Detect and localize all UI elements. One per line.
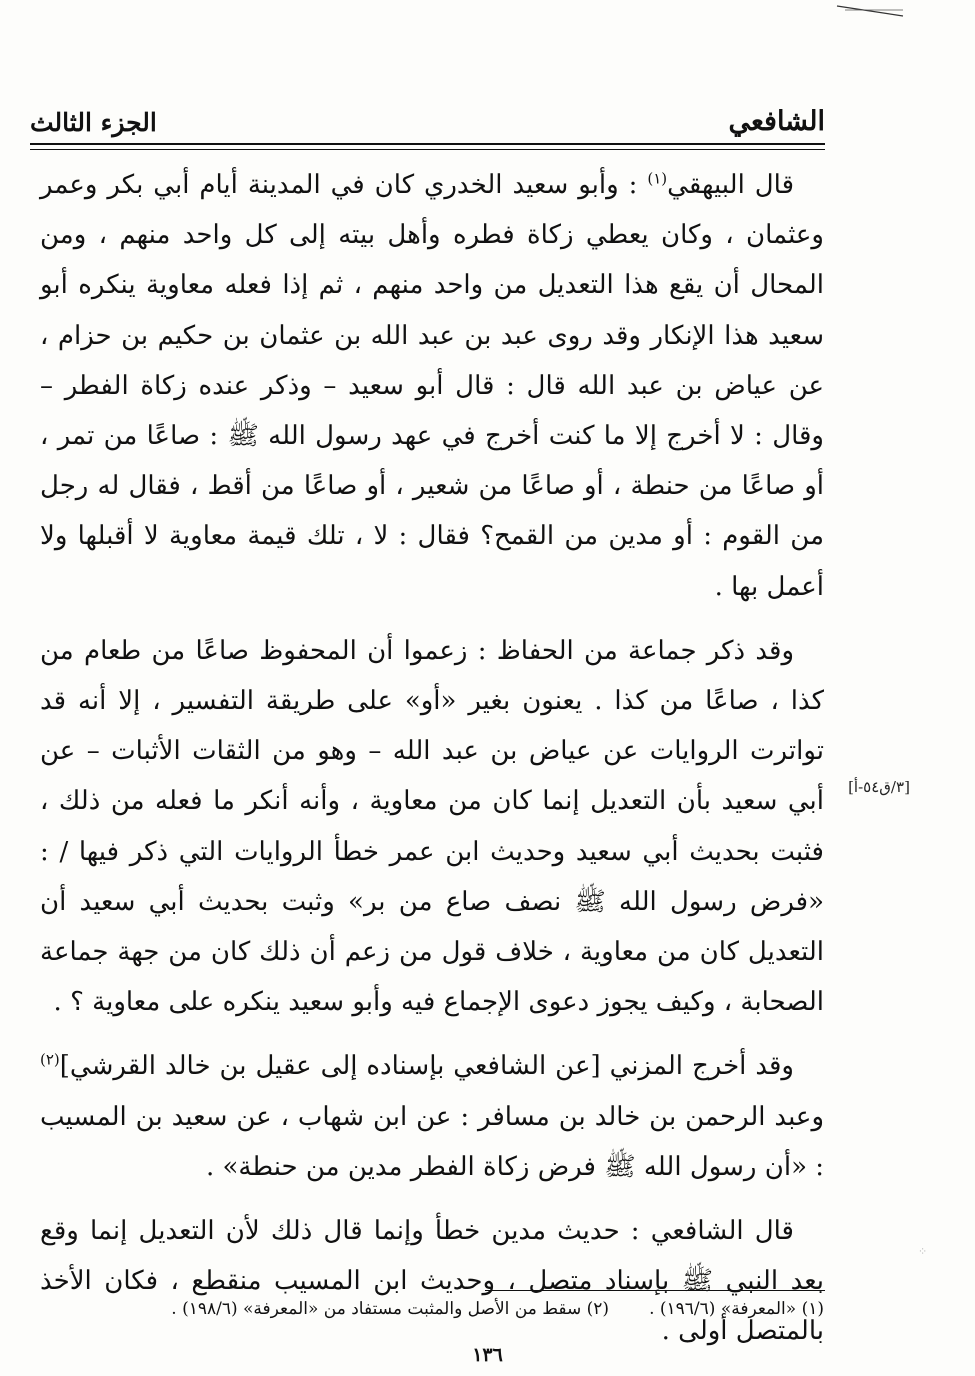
header-rule-thin: [30, 149, 825, 150]
paragraph-2: وقد ذكر جماعة من الحفاظ : زعموا أن المحفوظ صاعًا من طعام من كذا ، صاعًا من كذا . يعنون بغير «أو» على طريقة التفسير ، إلا أنه قد تواترت الروايات عن عياض بن عبد الله – وهو من الثقات الأثبات – عن أبي سعيد بأن التعديل إنما كان من معاوية ، وأنه أنكر ما فعله من ذلك ، فثبت بحديث أبي سعيد وحديث ابن عمر خطأ الروايات التي ذكر فيها / : «فرض رسول الله ﷺ نصف صاع من بر» وثبت بحديث أبي سعيد أن التعديل كان من معاوية ، خلاف قول من زعم أن ذلك كان من جهة جماعة الصحابة ، وكيف يجوز دعوى الإجماع فيه وأبو سعيد ينكره على معاوية ؟ .: [40, 635, 824, 1018]
corner-scan-mark: [835, 2, 905, 20]
page-number: ١٣٦: [472, 1344, 503, 1366]
main-text: [40, 160, 824, 1357]
footnote-1: (١) «المعرفة» (١٩٦/٦) .: [649, 1299, 824, 1319]
book-title: الشافعي: [728, 106, 825, 137]
footnote-ref-2[interactable]: (٢): [40, 1050, 60, 1069]
footnotes: [40, 1296, 824, 1322]
paper-speck: ⁘: [918, 1245, 928, 1258]
manuscript-folio-note: [٣/ق٥٤-أ]: [848, 778, 910, 796]
footnote-separator: [485, 1290, 825, 1291]
paragraph-4: قال الشافعي : حديث مدين خطأ وإنما قال ذلك لأن التعديل إنما وقع بعد النبي ﷺ بإسناد متصل ، وحديث ابن المسيب منقطع ، فكان الأخذ بالمتصل أولى .: [40, 1216, 824, 1347]
footnote-2: (٢) سقط من الأصل والمثبت مستفاد من «المعرفة» (١٩٨/٦) .: [171, 1299, 610, 1319]
header-rule-thick: [30, 143, 825, 145]
paragraph-3: وقد أخرج المزني [عن الشافعي بإسناده إلى عقيل بن خالد القرشي]$^{(٢)}$ وعبد الرحمن بن خالد بن مسافر : عن ابن شهاب ، عن سعيد بن المسيب : «أن رسول الله ﷺ فرض زكاة الفطر مدين من حنطة» .: [40, 1050, 824, 1182]
paragraph-1: قال البيهقي$^{(١)}$ : وأبو سعيد الخدري كان في المدينة أيام أبي بكر وعمر وعثمان ، وكان يعطي زكاة فطره وأهل بيته إلى كل واحد منهم ، ومن المحال أن يقع هذا التعديل من واحد منهم ، ثم إذا فعله معاوية ينكره أبو سعيد هذا الإنكار وقد روى عبد بن عبد الله بن عثمان بن حكيم بن حزام ، عن عياض بن عبد الله قال : قال أبو سعيد – وذكر عنده زكاة الفطر – وقال : لا أخرج إلا ما كنت أخرج في عهد رسول الله ﷺ : صاعًا من تمر ، أو صاعًا من حنطة ، أو صاعًا من شعير ، أو صاعًا من أقط ، فقال له رجل من القوم : أو مدين من القمح؟ فقال : لا ، تلك قيمة معاوية لا أقبلها ولا أعمل بها .: [40, 169, 824, 602]
part-title: الجزء الثالث: [30, 108, 157, 137]
page-header: [30, 92, 825, 137]
footnote-ref-1[interactable]: (١): [647, 169, 668, 188]
